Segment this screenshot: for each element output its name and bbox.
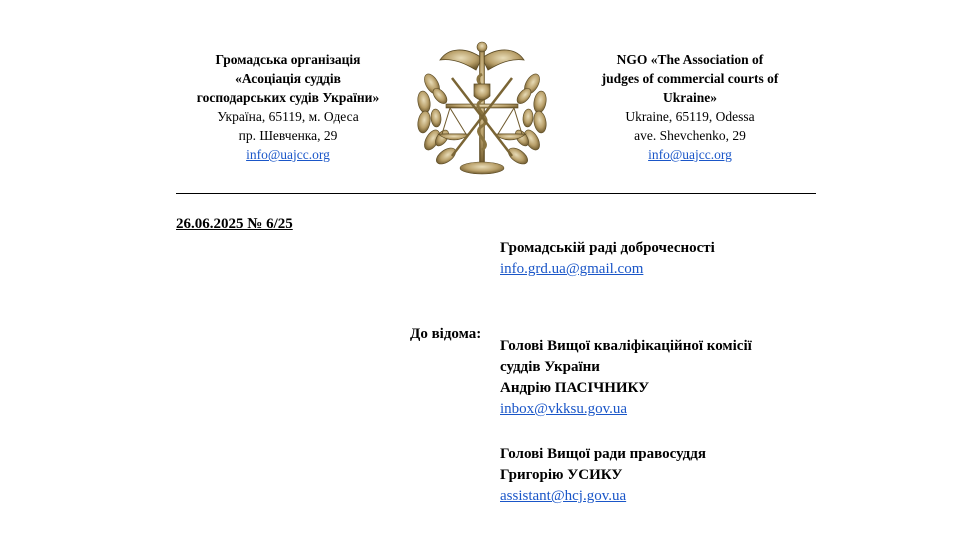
- cc1-line3: Андрію ПАСІЧНИКУ: [500, 380, 650, 396]
- header-divider: [176, 193, 816, 194]
- org-name-ua-line1: Громадська організація: [215, 52, 361, 67]
- org-email-ua-link[interactable]: info@uajcc.org: [246, 147, 330, 162]
- letterhead: [0, 0, 960, 200]
- cc2-email-link[interactable]: assistant@hcj.gov.ua: [500, 488, 627, 504]
- org-address-ua-line1: Україна, 65119, м. Одеса: [217, 109, 359, 124]
- cc1-email-link[interactable]: inbox@vkksu.gov.ua: [500, 401, 628, 417]
- org-name-en-line2: judges of commercial courts of: [601, 71, 779, 86]
- cc1-line2: суддів України: [500, 359, 600, 375]
- cc2-line2: Григорію УСИКУ: [500, 467, 623, 483]
- association-emblem-icon: [410, 38, 554, 180]
- org-name-en-line3: Ukraine»: [663, 90, 717, 105]
- recipient-main-name: Громадській раді доброчесності: [500, 240, 715, 256]
- org-address-en-line2: ave. Shevchenko, 29: [634, 128, 746, 143]
- org-info-ukrainian: [176, 50, 400, 164]
- org-email-en-link[interactable]: info@uajcc.org: [648, 147, 732, 162]
- recipient-main-email-link[interactable]: info.grd.ua@gmail.com: [500, 261, 644, 277]
- org-info-english: [578, 50, 802, 164]
- org-name-ua-line3: господарських судів України»: [196, 90, 380, 105]
- org-name-en-line1: NGO «The Association of: [616, 52, 764, 67]
- org-address-ua-line2: пр. Шевченка, 29: [238, 128, 338, 143]
- recipients-block: [500, 238, 830, 507]
- org-address-en-line1: Ukraine, 65119, Odessa: [625, 109, 755, 124]
- cc1-line1: Голові Вищої кваліфікаційної комісії: [500, 338, 752, 354]
- to-see-label: До відома:: [410, 326, 482, 342]
- cc2-line1: Голові Вищої ради правосуддя: [500, 446, 706, 462]
- document-number: 26.06.2025 № 6/25: [176, 216, 293, 232]
- org-name-ua-line2: «Асоціація суддів: [235, 71, 341, 86]
